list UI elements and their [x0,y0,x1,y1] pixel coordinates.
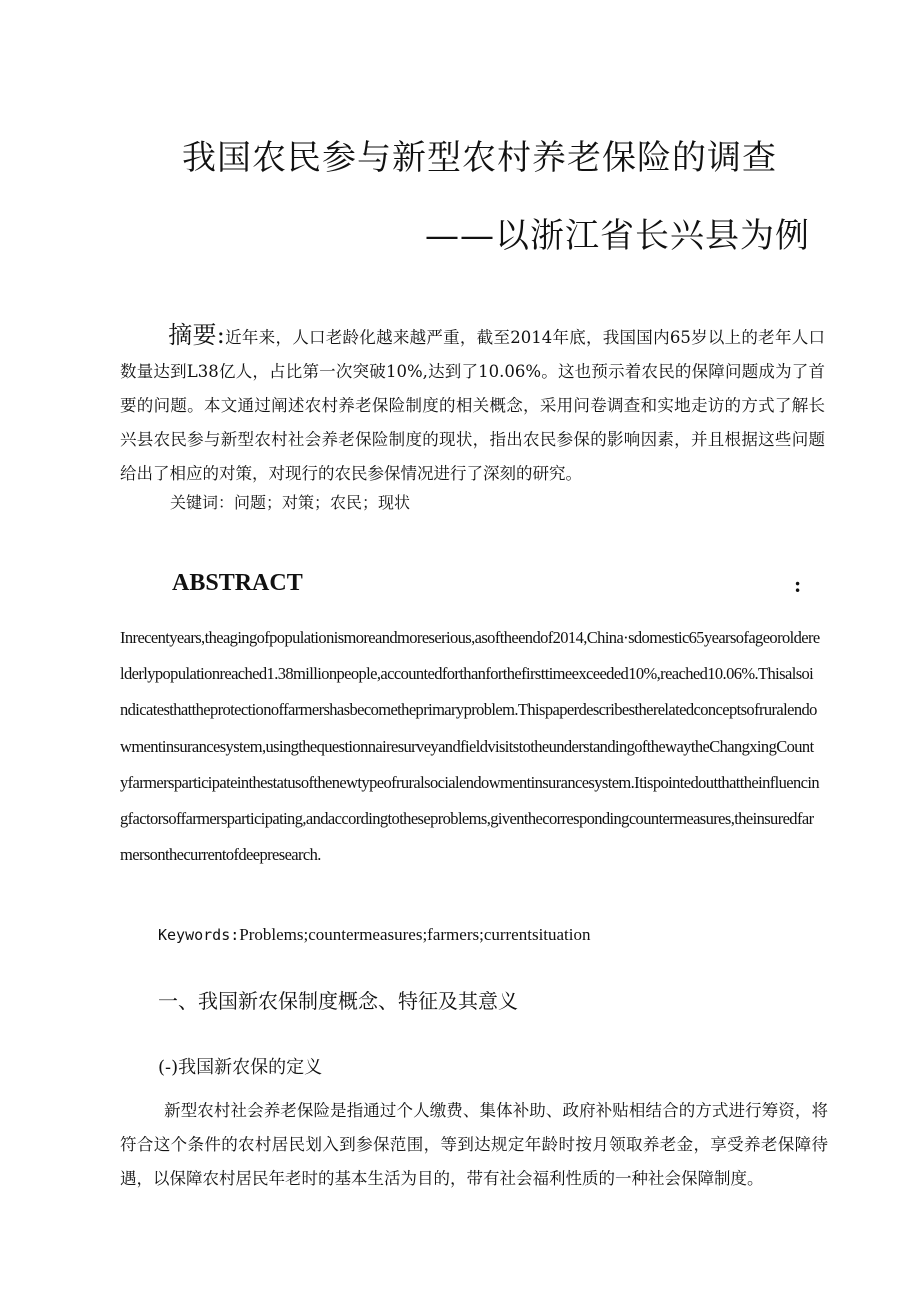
keywords-cn: 关键词：问题；对策；农民；现状 [170,493,411,512]
abstract-cn [120,318,825,491]
body-paragraph [120,1094,828,1196]
paper-title: 我国农民参与新型农村养老保险的调查 [182,138,777,178]
abstract-en-heading: ABSTRACT [172,570,303,596]
keywords-en-text: Problems;countermeasures;farmers;currentsituation [239,925,591,944]
abstract-en-colon: : [794,572,802,597]
paper-subtitle: ——以浙江省长兴县为例 [425,216,810,256]
abstract-cn-text: 近年来，人口老龄化越来越严重，截至2014年底，我国国内65岁以上的老年人口数量达到L38亿人，占比第一次突破10%,达到了10.06%。这也预示着农民的保障问题成为了首要的问题。本文通过阐述农村养老保险制度的相关概念，采用问卷调查和实地走访的方式了解长兴县农民参与新型农村社会养老保险制度的现状，指出农民参保的影响因素，并且根据这些问题给出了相应的对策，对现行的农民参保情况进行了深刻的研究。 [120,328,825,483]
abstract-en-text: Inrecentyears,theagingofpopulationismoreandmoreserious,asoftheendof2014,China·sdomestic65yearsofageorolderelderlypopulationreached1.38millionpeople,accountedforthanforthefirsttimeexceeded10%,reached10.06%.Thisalsoindicatesthattheprotectionoffarmershasbecometheprimaryproblem.Thispaperdescribestherelatedconceptsofruralendowmentinsurancesystem,usingthequestionnairesurveyandfieldvisitstotheunderstandingofthewaytheChangxingCountyfarmersparticipateinthestatusofthenewtypeofruralsocialendowmentinsurancesystem.Itispointedoutthattheinfluencingfactorsoffarmersparticipating,andaccordingtotheseproblems,giventhecorrespondingcountermeasures,theinsuredfarmersonthecurrentofdeepresearch. [120,628,820,865]
section-heading: 一、我国新农保制度概念、特征及其意义 [158,989,518,1013]
abstract-cn-label: 摘要: [168,321,225,349]
body-paragraph-text: 新型农村社会养老保险是指通过个人缴费、集体补助、政府补贴相结合的方式进行筹资，将符合这个条件的农村居民划入到参保范围，等到达规定年龄时按月领取养老金，享受养老保障待遇，以保障农村居民年老时的基本生活为目的，带有社会福利性质的一种社会保障制度。 [120,1101,828,1188]
keywords-en-label: Keywords: [158,926,240,944]
keywords-en [158,925,858,945]
subsection-heading: (-)我国新农保的定义 [158,1057,323,1078]
